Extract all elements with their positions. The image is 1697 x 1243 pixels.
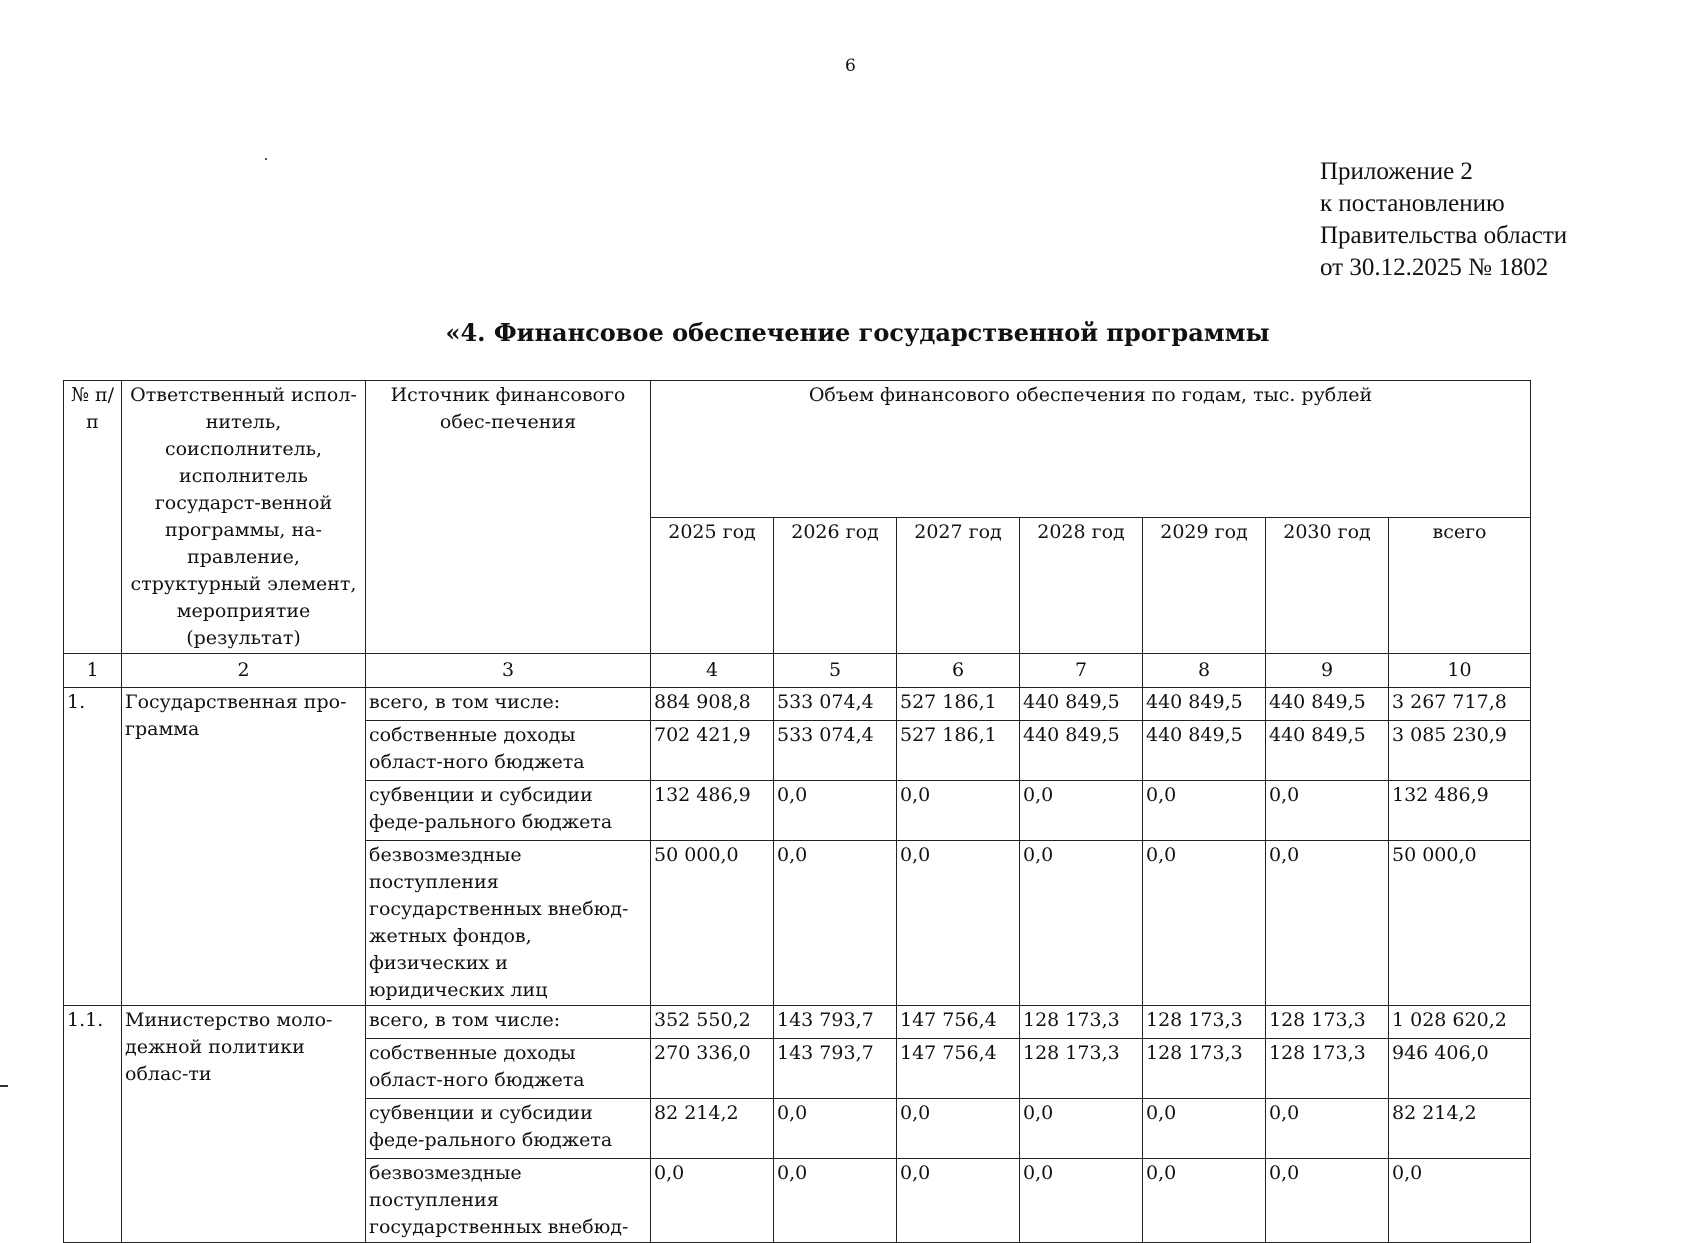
- section-title: [0, 318, 1697, 347]
- funding-source: безвозмездные поступления государственных внебюд-: [366, 1159, 651, 1243]
- year-value-cell: 0,0: [1266, 781, 1389, 841]
- funding-source: всего, в том числе:: [366, 688, 651, 721]
- section-title-text: «4. Финансовое обеспечение государственной программы: [445, 318, 1270, 347]
- column-number: 2: [122, 654, 366, 688]
- header-year-2030: 2030 год: [1266, 517, 1389, 654]
- year-value-cell: 132 486,9: [651, 781, 774, 841]
- year-value-cell: 0,0: [1143, 1159, 1266, 1243]
- column-number: 9: [1266, 654, 1389, 688]
- year-value-cell: 440 849,5: [1266, 721, 1389, 781]
- total-value-cell: 50 000,0: [1389, 841, 1531, 1006]
- year-value-cell: 128 173,3: [1020, 1006, 1143, 1039]
- financing-table: [63, 380, 1531, 1243]
- table-row: [64, 688, 1531, 721]
- year-value-cell: 128 173,3: [1266, 1039, 1389, 1099]
- column-number: 8: [1143, 654, 1266, 688]
- header-volume: Объем финансового обеспечения по годам, тыс. рублей: [651, 381, 1531, 518]
- funding-source: субвенции и субсидии феде-рального бюджета: [366, 781, 651, 841]
- year-value-cell: 440 849,5: [1143, 688, 1266, 721]
- year-value-cell: 440 849,5: [1143, 721, 1266, 781]
- header-year-2028: 2028 год: [1020, 517, 1143, 654]
- year-value-cell: 0,0: [1143, 1099, 1266, 1159]
- year-value-cell: 0,0: [1266, 1159, 1389, 1243]
- header-num: № п/п: [64, 381, 122, 654]
- year-value-cell: 0,0: [897, 781, 1020, 841]
- year-value-cell: 0,0: [774, 1159, 897, 1243]
- year-value-cell: 0,0: [897, 1159, 1020, 1243]
- total-value-cell: 3 267 717,8: [1389, 688, 1531, 721]
- year-value-cell: 440 849,5: [1266, 688, 1389, 721]
- year-value-cell: 0,0: [774, 1099, 897, 1159]
- year-value-cell: 0,0: [1020, 1099, 1143, 1159]
- header-source: Источник финансового обес-печения: [366, 381, 651, 654]
- year-value-cell: 884 908,8: [651, 688, 774, 721]
- year-value-cell: 527 186,1: [897, 721, 1020, 781]
- year-value-cell: 440 849,5: [1020, 688, 1143, 721]
- year-value-cell: 128 173,3: [1143, 1006, 1266, 1039]
- total-value-cell: 82 214,2: [1389, 1099, 1531, 1159]
- executor-name: Министерство моло-дежной политики облас-ти: [122, 1006, 366, 1243]
- funding-source: собственные доходы област-ного бюджета: [366, 1039, 651, 1099]
- year-value-cell: 0,0: [1266, 1099, 1389, 1159]
- year-value-cell: 270 336,0: [651, 1039, 774, 1099]
- executor-name: Государственная про-грамма: [122, 688, 366, 1006]
- year-value-cell: 128 173,3: [1020, 1039, 1143, 1099]
- column-number: 10: [1389, 654, 1531, 688]
- header-year-2026: 2026 год: [774, 517, 897, 654]
- year-value-cell: 143 793,7: [774, 1039, 897, 1099]
- year-value-cell: 147 756,4: [897, 1006, 1020, 1039]
- funding-source: субвенции и субсидии феде-рального бюджета: [366, 1099, 651, 1159]
- year-value-cell: 0,0: [1020, 841, 1143, 1006]
- year-value-cell: 128 173,3: [1266, 1006, 1389, 1039]
- year-value-cell: 0,0: [1143, 781, 1266, 841]
- year-value-cell: 143 793,7: [774, 1006, 897, 1039]
- year-value-cell: 0,0: [774, 781, 897, 841]
- year-value-cell: 50 000,0: [651, 841, 774, 1006]
- appendix-line-2: к постановлению: [1320, 190, 1505, 217]
- year-value-cell: 533 074,4: [774, 721, 897, 781]
- column-number-row: [64, 654, 1531, 688]
- year-value-cell: 702 421,9: [651, 721, 774, 781]
- row-number: 1.: [64, 688, 122, 1006]
- year-value-cell: 0,0: [1020, 1159, 1143, 1243]
- year-value-cell: 352 550,2: [651, 1006, 774, 1039]
- year-value-cell: 0,0: [897, 1099, 1020, 1159]
- header-year-2029: 2029 год: [1143, 517, 1266, 654]
- total-value-cell: 1 028 620,2: [1389, 1006, 1531, 1039]
- appendix-header: [1320, 156, 1567, 284]
- funding-source: собственные доходы област-ного бюджета: [366, 721, 651, 781]
- column-number: 7: [1020, 654, 1143, 688]
- header-year-2025: 2025 год: [651, 517, 774, 654]
- appendix-line-4: от 30.12.2025 № 1802: [1320, 254, 1549, 281]
- year-value-cell: 128 173,3: [1143, 1039, 1266, 1099]
- total-value-cell: 3 085 230,9: [1389, 721, 1531, 781]
- column-number: 3: [366, 654, 651, 688]
- year-value-cell: 440 849,5: [1020, 721, 1143, 781]
- funding-source: всего, в том числе:: [366, 1006, 651, 1039]
- funding-source: безвозмездные поступления государственных внебюд-жетных фондов, физических и юридических лиц: [366, 841, 651, 1006]
- header-total: всего: [1389, 517, 1531, 654]
- year-value-cell: 533 074,4: [774, 688, 897, 721]
- total-value-cell: 946 406,0: [1389, 1039, 1531, 1099]
- header-executor: Ответственный испол-нитель, соисполнитель, исполнитель государст-венной программы, на-правление, структурный элемент, мероприятие (результат): [122, 381, 366, 654]
- year-value-cell: 147 756,4: [897, 1039, 1020, 1099]
- header-row-1: [64, 381, 1531, 518]
- row-number: 1.1.: [64, 1006, 122, 1243]
- year-value-cell: 0,0: [651, 1159, 774, 1243]
- table-row: [64, 1006, 1531, 1039]
- year-value-cell: 82 214,2: [651, 1099, 774, 1159]
- column-number: 5: [774, 654, 897, 688]
- scan-speck: [265, 158, 267, 160]
- total-value-cell: 132 486,9: [1389, 781, 1531, 841]
- column-number: 4: [651, 654, 774, 688]
- year-value-cell: 0,0: [897, 841, 1020, 1006]
- year-value-cell: 0,0: [774, 841, 897, 1006]
- appendix-line-3: Правительства области: [1320, 222, 1568, 249]
- header-year-2027: 2027 год: [897, 517, 1020, 654]
- year-value-cell: 527 186,1: [897, 688, 1020, 721]
- page-number: 6: [845, 56, 856, 76]
- year-value-cell: 0,0: [1020, 781, 1143, 841]
- margin-mark: [0, 1085, 8, 1087]
- year-value-cell: 0,0: [1266, 841, 1389, 1006]
- appendix-line-1: Приложение 2: [1320, 158, 1473, 185]
- column-number: 6: [897, 654, 1020, 688]
- column-number: 1: [64, 654, 122, 688]
- total-value-cell: 0,0: [1389, 1159, 1531, 1243]
- year-value-cell: 0,0: [1143, 841, 1266, 1006]
